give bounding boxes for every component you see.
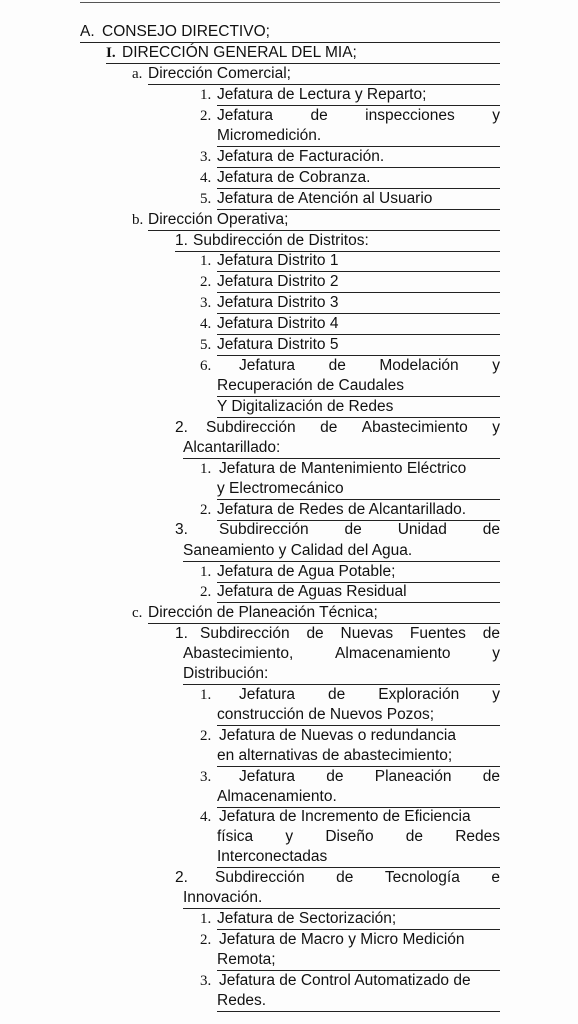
- item-text: [200, 624, 500, 644]
- item-number: 1.: [200, 87, 212, 103]
- org-item-continuation: [217, 479, 500, 500]
- word: Nuevas: [340, 625, 394, 642]
- item-number: 3.: [200, 973, 212, 989]
- item-text: Y Digitalización de Redes: [217, 398, 394, 415]
- item-text: Jefatura de Incremento de Eficiencia: [219, 808, 471, 825]
- org-item-subdireccion-abastecimiento: [175, 418, 500, 438]
- item-number: 1.: [200, 687, 212, 703]
- org-item-distrito-3: [200, 293, 500, 314]
- word: de: [328, 686, 346, 703]
- item-text: Recuperación de Caudales: [217, 377, 404, 394]
- org-item-jefatura-exploracion: [200, 685, 500, 705]
- item-text: en alternativas de abastecimiento;: [217, 747, 453, 764]
- word: y: [492, 686, 500, 703]
- item-text: [217, 827, 500, 847]
- item-number: 1.: [200, 911, 212, 927]
- item-number: 4.: [200, 809, 212, 825]
- item-text: Jefatura de Facturación.: [217, 148, 385, 165]
- word: Jefatura: [239, 357, 296, 374]
- word: de: [320, 419, 338, 436]
- item-text: Innovación.: [183, 889, 263, 906]
- item-number: 3.: [200, 149, 212, 165]
- item-number: 3.: [200, 295, 212, 311]
- org-item-continuation: [217, 376, 500, 397]
- org-item-distrito-5: [200, 335, 500, 356]
- org-item-jefatura-sectorizacion: [200, 909, 500, 930]
- word: Abastecimiento,: [183, 645, 294, 662]
- org-item-consejo-directivo: [80, 22, 500, 43]
- org-item-continuation: [217, 991, 500, 1012]
- word: Subdirección: [200, 625, 290, 642]
- item-text: Alcantarillado:: [183, 439, 281, 456]
- item-number: 1.: [200, 461, 212, 477]
- item-text: [219, 520, 500, 540]
- item-text: Distribución:: [183, 665, 269, 682]
- word: Redes: [455, 828, 500, 845]
- word: física: [217, 828, 254, 845]
- item-text: Interconectadas: [217, 848, 328, 865]
- org-item-subdireccion-nuevas-fuentes: [175, 624, 500, 644]
- word: de: [482, 521, 500, 538]
- item-text: Remota;: [217, 951, 276, 968]
- item-text: Jefatura Distrito 3: [217, 294, 339, 311]
- org-item-direccion-operativa: [132, 210, 500, 231]
- item-text: Jefatura de Atención al Usuario: [217, 190, 433, 207]
- org-item-continuation: [183, 664, 500, 685]
- item-text: Jefatura Distrito 4: [217, 315, 339, 332]
- org-item-jefatura-agua-potable: [200, 562, 500, 583]
- item-text: Subdirección de Distritos:: [193, 232, 369, 249]
- item-number: 4.: [200, 316, 212, 332]
- word: de: [306, 625, 324, 642]
- item-text: Jefatura de Nuevas o redundancia: [219, 727, 456, 744]
- org-item-continuation: [183, 888, 500, 909]
- org-item-direccion-comercial: [132, 64, 500, 85]
- item-number: 1.: [175, 232, 188, 249]
- word: de: [310, 107, 328, 124]
- item-number: 2.: [200, 932, 212, 948]
- org-item-jefatura-lectura: [200, 85, 500, 106]
- item-text: Jefatura de Control Automatizado de: [219, 972, 471, 989]
- word: Subdirección: [215, 869, 305, 886]
- item-number: A.: [80, 23, 95, 40]
- item-number: I.: [106, 45, 116, 61]
- org-item-jefatura-modelacion: [200, 356, 500, 376]
- item-number: 3.: [200, 769, 212, 785]
- item-text: Jefatura de Redes de Alcantarillado.: [217, 501, 467, 518]
- item-number: 2.: [200, 274, 212, 290]
- word: de: [344, 521, 362, 538]
- item-text: Jefatura de Agua Potable;: [217, 563, 396, 580]
- item-text: [215, 868, 500, 888]
- org-item-jefatura-control-automatizado: [200, 971, 500, 991]
- item-number: 2.: [200, 584, 212, 600]
- item-text: [217, 106, 500, 126]
- word: de: [326, 768, 344, 785]
- org-item-continuation: [217, 950, 500, 971]
- word: y: [492, 107, 500, 124]
- word: y: [492, 645, 500, 662]
- org-item-jefatura-inspecciones: [200, 106, 500, 126]
- item-text: Jefatura de Sectorización;: [217, 910, 397, 927]
- word: Abastecimiento: [361, 419, 468, 436]
- word: Exploración: [378, 686, 460, 703]
- item-text: Jefatura de Macro y Micro Medición: [219, 931, 465, 948]
- word: Jefatura: [239, 686, 296, 703]
- org-item-direccion-general: [106, 43, 500, 64]
- org-item-jefatura-incremento-eficiencia: [200, 807, 500, 827]
- item-number: 2.: [200, 502, 212, 518]
- item-text: [239, 356, 500, 376]
- word: de: [336, 869, 354, 886]
- item-text: Redes.: [217, 992, 267, 1009]
- word: de: [328, 357, 346, 374]
- item-text: Jefatura de Aguas Residual: [217, 583, 407, 600]
- word: Modelación: [379, 357, 459, 374]
- word: Planeación: [374, 768, 452, 785]
- org-item-jefatura-nuevas: [200, 726, 500, 746]
- item-number: 1.: [200, 564, 212, 580]
- item-number: c.: [132, 605, 143, 621]
- item-number: 5.: [200, 337, 212, 353]
- org-item-continuation: [183, 438, 500, 459]
- word: y: [492, 357, 500, 374]
- word: Subdirección: [206, 419, 296, 436]
- word: Diseño: [325, 828, 374, 845]
- item-text: [183, 644, 500, 664]
- item-text: Jefatura Distrito 5: [217, 336, 339, 353]
- item-number: 1.: [200, 253, 212, 269]
- org-item-continuation: [217, 397, 500, 418]
- item-text: construcción de Nuevos Pozos;: [217, 706, 435, 723]
- org-item-jefatura-aguas-residual: [200, 582, 500, 603]
- item-text: Jefatura Distrito 1: [217, 252, 339, 269]
- word: de: [405, 828, 423, 845]
- word: inspecciones: [365, 107, 455, 124]
- item-text: Micromedición.: [217, 127, 322, 144]
- org-item-jefatura-atencion: [200, 189, 500, 210]
- item-number: 3.: [175, 521, 188, 538]
- item-text: Almacenamiento.: [217, 788, 337, 805]
- org-item-continuation: [217, 827, 500, 847]
- item-text: Jefatura de Mantenimiento Eléctrico: [219, 460, 467, 477]
- org-item-subdireccion-distritos: [175, 231, 500, 252]
- org-item-distrito-4: [200, 314, 500, 335]
- item-text: [239, 767, 500, 787]
- item-number: 2.: [200, 728, 212, 744]
- org-item-jefatura-cobranza: [200, 168, 500, 189]
- word: y: [285, 828, 294, 845]
- item-number: 2.: [200, 108, 212, 124]
- item-number: 2.: [175, 419, 188, 436]
- word: e: [491, 869, 500, 886]
- org-item-jefatura-facturacion: [200, 147, 500, 168]
- org-item-continuation: [217, 847, 500, 868]
- item-text: Dirección Operativa;: [148, 211, 289, 228]
- org-item-jefatura-mantenimiento: [200, 459, 500, 479]
- org-item-continuation: [183, 541, 500, 562]
- item-number: 2.: [175, 869, 188, 886]
- word: Jefatura: [217, 107, 274, 124]
- top-rule: [80, 2, 500, 3]
- item-text: y Electromecánico: [217, 480, 344, 497]
- org-item-jefatura-planeacion-almacenamiento: [200, 767, 500, 787]
- item-text: [239, 685, 500, 705]
- org-item-jefatura-macro-micro: [200, 930, 500, 950]
- item-number: 4.: [200, 170, 212, 186]
- item-text: [206, 418, 500, 438]
- word: de: [482, 768, 500, 785]
- item-text: Jefatura de Cobranza.: [217, 169, 371, 186]
- item-number: 5.: [200, 191, 212, 207]
- item-text: DIRECCIÓN GENERAL DEL MIA;: [122, 44, 357, 61]
- org-item-continuation: [217, 746, 500, 767]
- item-text: CONSEJO DIRECTIVO;: [102, 23, 270, 40]
- item-text: Dirección de Planeación Técnica;: [148, 604, 378, 621]
- org-item-subdireccion-saneamiento: [175, 520, 500, 540]
- word: Tecnología: [384, 869, 460, 886]
- word: de: [482, 625, 500, 642]
- org-item-continuation: [217, 787, 500, 808]
- item-number: 6.: [200, 358, 212, 374]
- org-item-subdireccion-tecnologia: [175, 868, 500, 888]
- org-item-jefatura-redes-alcantarillado: [200, 500, 500, 521]
- item-text: Dirección Comercial;: [148, 65, 291, 82]
- item-text: Jefatura Distrito 2: [217, 273, 339, 290]
- org-item-distrito-1: [200, 251, 500, 272]
- item-text: Saneamiento y Calidad del Agua.: [183, 542, 413, 559]
- word: y: [492, 419, 500, 436]
- item-text: Jefatura de Lectura y Reparto;: [217, 86, 427, 103]
- org-item-direccion-planeacion: [132, 603, 500, 624]
- word: Jefatura: [239, 768, 296, 785]
- word: Subdirección: [219, 521, 309, 538]
- word: Almacenamiento: [335, 645, 451, 662]
- org-item-continuation: [183, 644, 500, 664]
- word: Unidad: [397, 521, 447, 538]
- org-item-continuation: [217, 126, 500, 147]
- item-number: a.: [132, 66, 143, 82]
- word: Fuentes: [409, 625, 466, 642]
- org-item-distrito-2: [200, 272, 500, 293]
- org-item-continuation: [217, 705, 500, 726]
- item-number: 1.: [175, 625, 188, 642]
- item-number: b.: [132, 212, 144, 228]
